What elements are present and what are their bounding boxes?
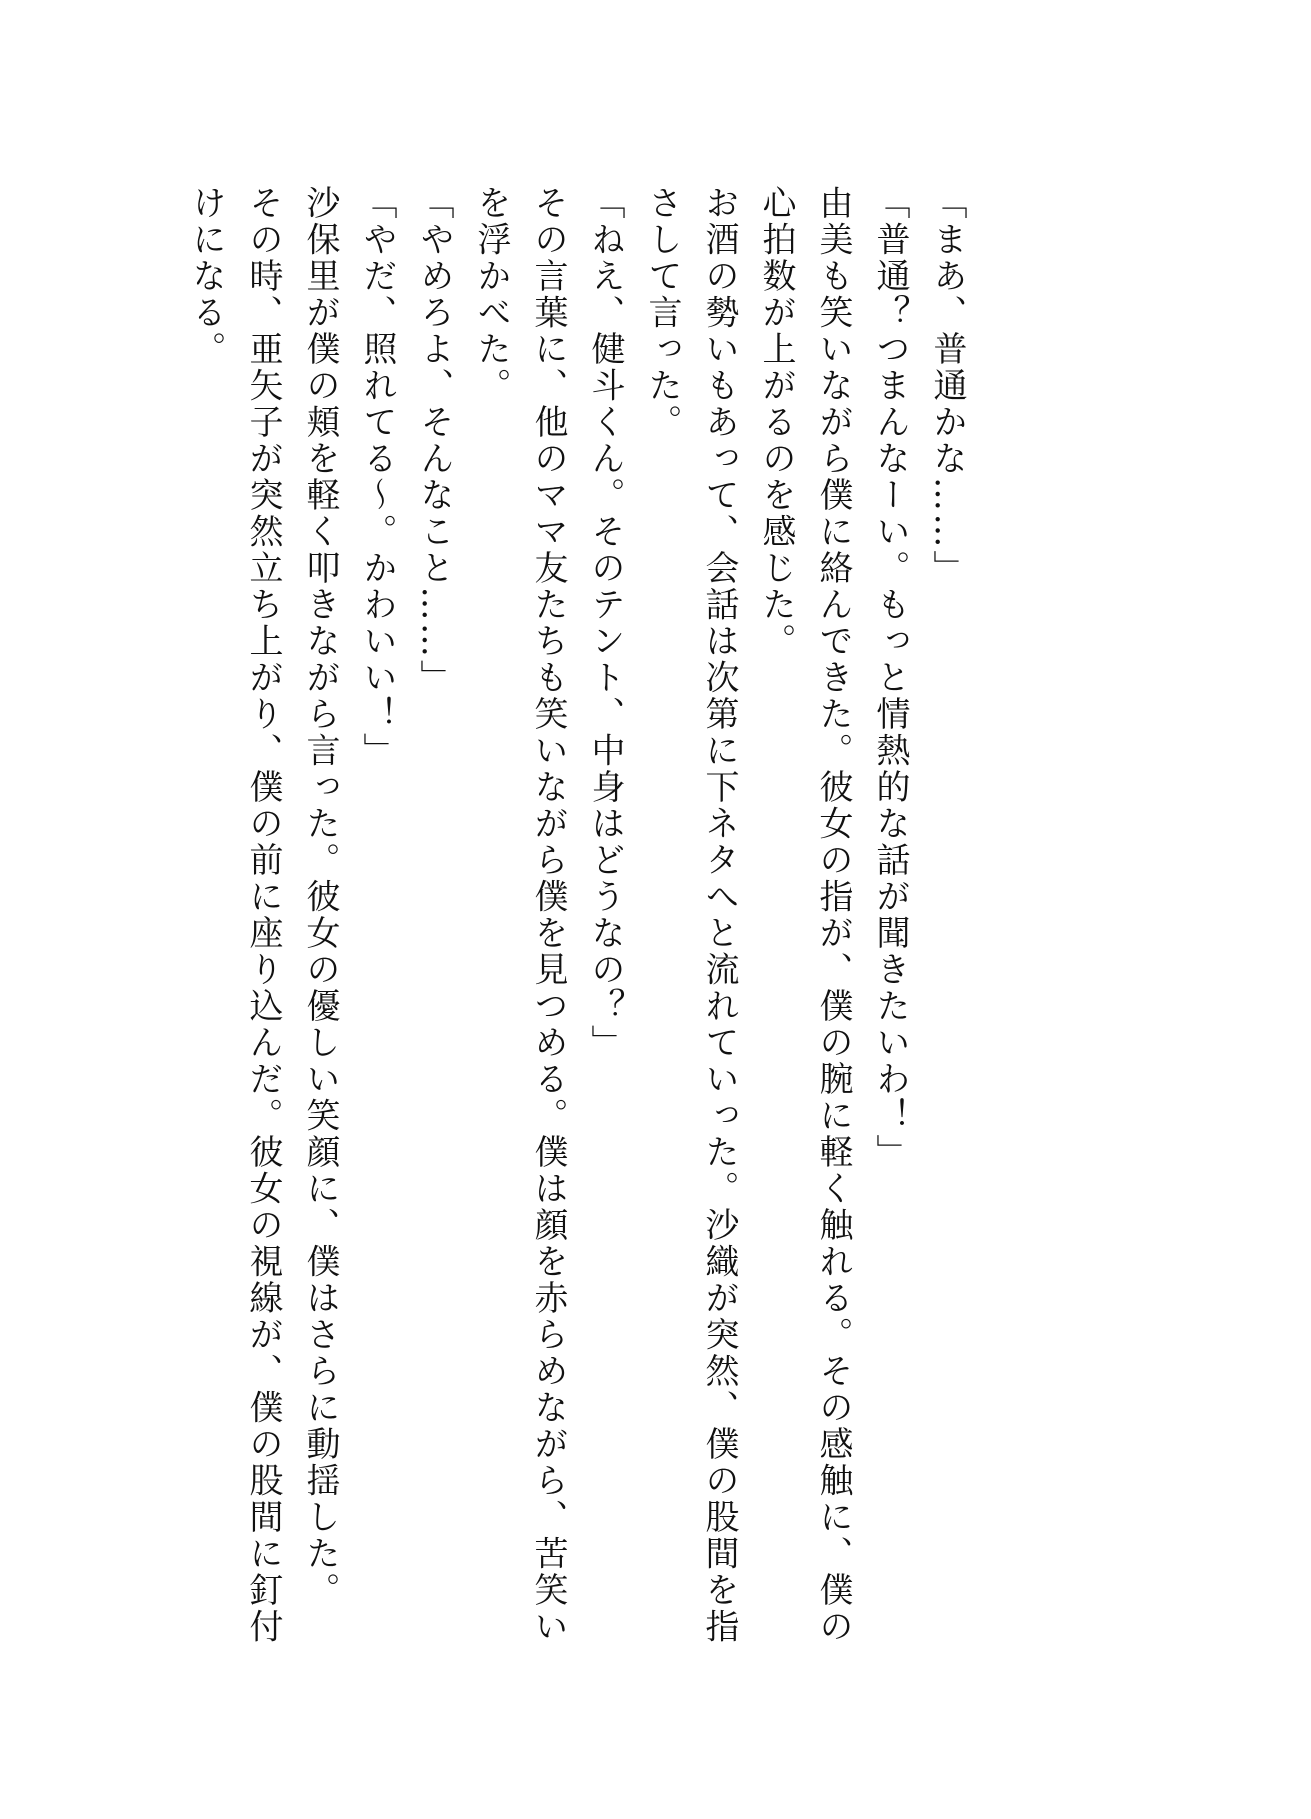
- text-line: 「やだ、照れてる～。かわいい！」: [357, 185, 397, 769]
- text-line: 「まあ、普通かな……」: [927, 185, 967, 587]
- text-line: さして言った。: [642, 185, 682, 441]
- text-line: 心拍数が上がるのを感じた。: [756, 185, 796, 660]
- vertical-text-body: [186, 185, 975, 1685]
- text-line: お酒の勢いもあって、会話は次第に下ネタへと流れていった。沙織が突然、僕の股間を指: [699, 185, 739, 1645]
- text-line: その時、亜矢子が突然立ち上がり、僕の前に座り込んだ。彼女の視線が、僕の股間に釘付: [243, 185, 283, 1645]
- text-line: を浮かべた。: [471, 185, 511, 404]
- text-line: 「ねえ、健斗くん。そのテント、中身はどうなの？」: [585, 185, 625, 1061]
- text-line: その言葉に、他のママ友たちも笑いながら僕を見つめる。僕は顔を赤らめながら、苦笑い: [528, 185, 568, 1645]
- text-line: 「普通？つまんなーい。もっと情熱的な話が聞きたいわ！」: [870, 185, 910, 1171]
- text-line: 「やめろよ、そんなこと……」: [414, 185, 454, 696]
- text-line: 沙保里が僕の頬を軽く叩きながら言った。彼女の優しい笑顔に、僕はさらに動揺した。: [300, 185, 340, 1609]
- text-line: けになる。: [186, 185, 226, 368]
- text-line: 由美も笑いながら僕に絡んできた。彼女の指が、僕の腕に軽く触れる。その感触に、僕の: [813, 185, 853, 1645]
